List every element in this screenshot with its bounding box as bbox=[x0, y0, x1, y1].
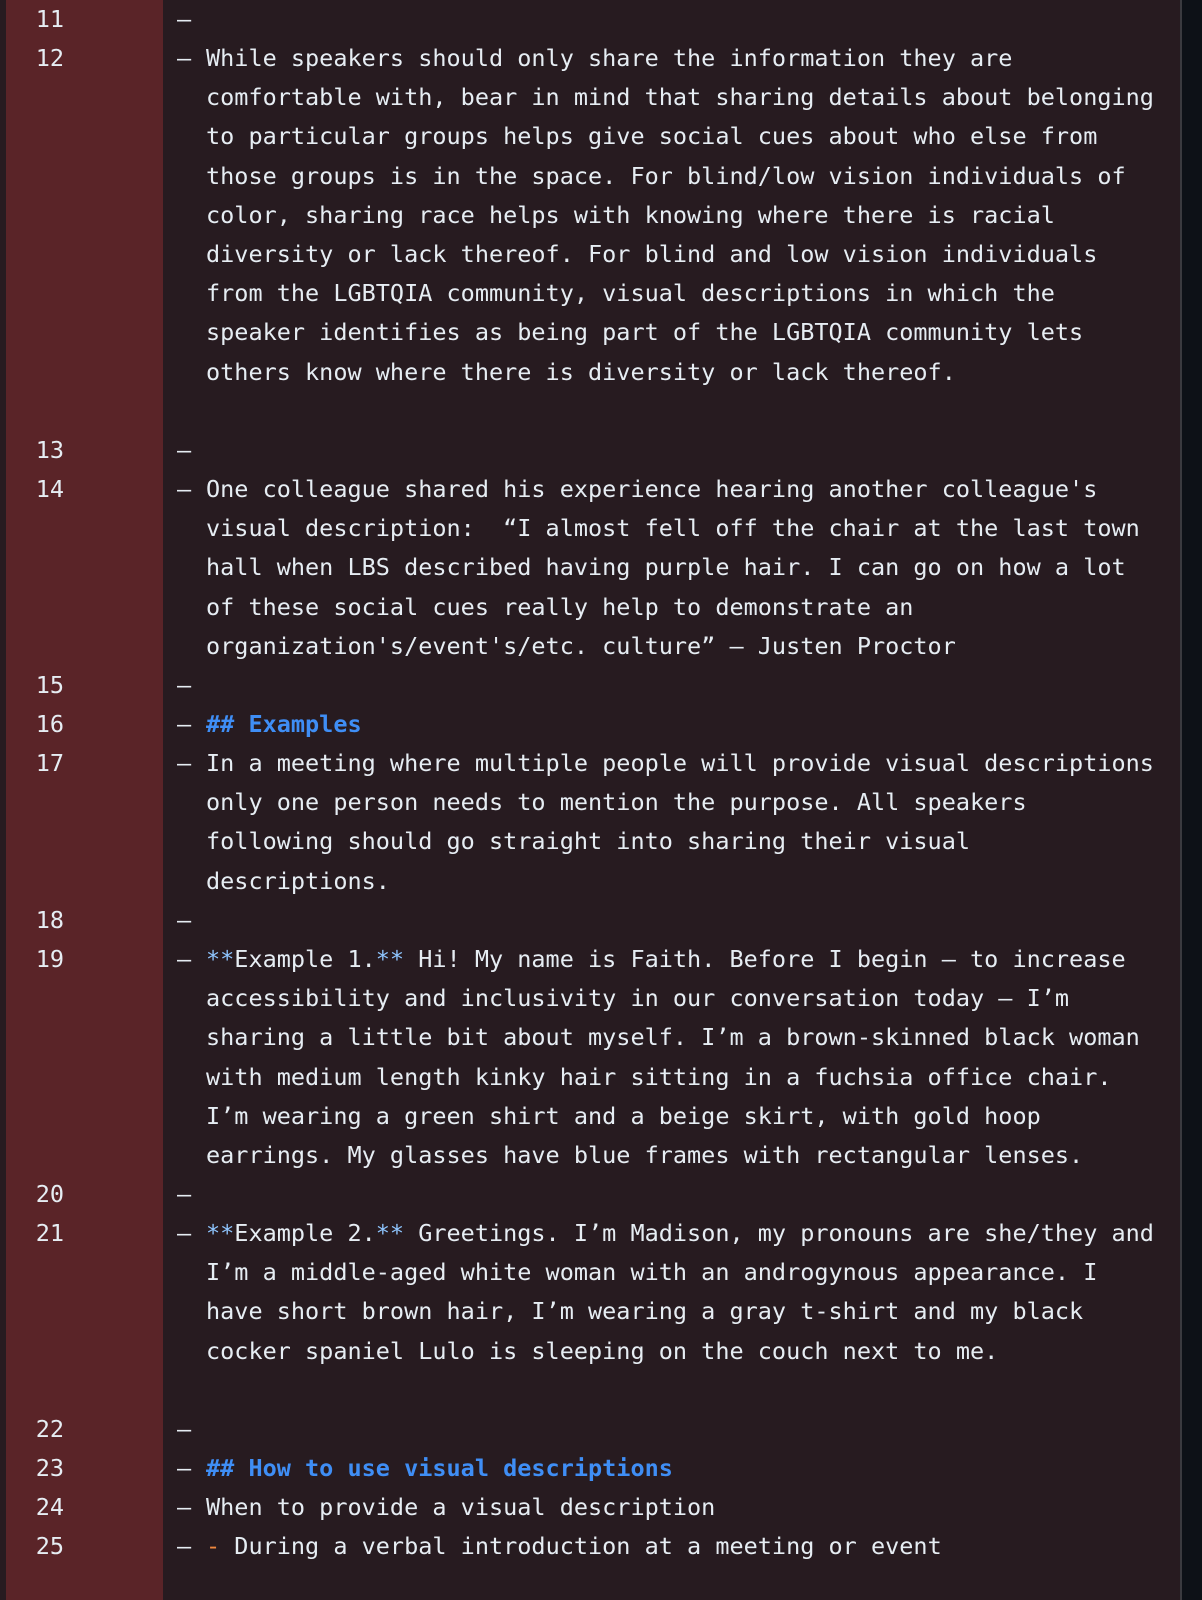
deletion-marker: – bbox=[177, 1493, 192, 1521]
line-text: Hi! My name is Faith. Before I begin – to increase accessibility and inclusivity in our conversation today – I’m sharing a little bit about myself. I’m a brown-skinned black woman with medium length kinky hair sitting in a fuchsia office chair. I’m wearing a green shirt and a beige skirt, with gold hoop earrings. My glasses have blue frames with rectangular lenses. bbox=[206, 945, 1154, 1170]
line-content bbox=[206, 1449, 1156, 1488]
deletion-marker: – bbox=[177, 906, 192, 934]
deletion-marker: – bbox=[177, 749, 192, 777]
line-content bbox=[206, 744, 1169, 901]
line-number: 20 bbox=[35, 1180, 64, 1208]
line-number: 25 bbox=[35, 1532, 64, 1560]
line-text: When to provide a visual description bbox=[206, 1493, 716, 1521]
diff-line bbox=[0, 744, 1180, 895]
diff-line bbox=[0, 1449, 1180, 1488]
diff-line bbox=[0, 470, 1180, 660]
line-content bbox=[206, 1527, 1156, 1566]
line-text: One colleague shared his experience hearing another colleague's visual description: “I almost fell off the chair at the last town hall when LBS described having purple hair. I can go on how a lot of these social cues really help to demonstrate an organization's/event's/etc. culture” – Justen Proctor bbox=[206, 475, 1154, 660]
diff-line bbox=[0, 1488, 1180, 1527]
line-number: 19 bbox=[35, 945, 64, 973]
deletion-marker: – bbox=[177, 1219, 192, 1247]
deletion-marker: – bbox=[177, 44, 192, 72]
line-text: During a verbal introduction at a meeting or event bbox=[220, 1532, 942, 1560]
line-content bbox=[206, 39, 1169, 392]
line-text: While speakers should only share the information they are comfortable with, bear in mind that sharing details about belonging to particular groups helps give social cues about who else from those groups is in the space. For blind/low vision individuals of color, sharing race helps with knowing where there is racial diversity or lack thereof. For blind and low vision individuals from the LGBTQIA community, visual descriptions in which the speaker identifies as being part of the LGBTQIA community lets others know where there is diversity or lack thereof. bbox=[206, 44, 1169, 386]
line-number: 14 bbox=[35, 475, 64, 503]
deleted-lines-gutter bbox=[6, 0, 163, 1600]
diff-line bbox=[0, 1214, 1180, 1365]
markdown-heading: ## Examples bbox=[206, 710, 362, 738]
line-number: 13 bbox=[35, 436, 64, 464]
line-number: 15 bbox=[35, 671, 64, 699]
line-text: Greetings. I’m Madison, my pronouns are she/they and I’m a middle-aged white woman with an androgynous appearance. I have short brown hair, I’m wearing a gray t-shirt and my black cocker spaniel Lulo is sleeping on the couch next to me. bbox=[206, 1219, 1169, 1365]
deletion-marker: – bbox=[177, 1180, 192, 1208]
deletion-marker: – bbox=[177, 710, 192, 738]
line-number: 23 bbox=[35, 1454, 64, 1482]
line-content bbox=[206, 1488, 1156, 1527]
line-number: 22 bbox=[35, 1415, 64, 1443]
line-content bbox=[206, 1214, 1169, 1371]
diff-line bbox=[0, 705, 1180, 744]
bold-text: Example 2. bbox=[234, 1219, 376, 1247]
markdown-heading: ## How to use visual descriptions bbox=[206, 1454, 673, 1482]
line-content bbox=[206, 470, 1156, 666]
bold-open-marker: ** bbox=[206, 945, 235, 973]
line-text: In a meeting where multiple people will provide visual descriptions only one person needs to mention the purpose. All speakers following should go straight into sharing their visual descriptions. bbox=[206, 749, 1169, 895]
bold-open-marker: ** bbox=[206, 1219, 235, 1247]
deletion-marker: – bbox=[177, 671, 192, 699]
bold-close-marker: ** bbox=[375, 1219, 405, 1247]
line-number: 18 bbox=[35, 906, 64, 934]
diff-line bbox=[0, 1410, 1180, 1449]
bold-text: Example 1. bbox=[234, 945, 376, 973]
diff-line bbox=[0, 0, 1180, 39]
deletion-marker: – bbox=[177, 945, 192, 973]
deletion-marker: – bbox=[177, 436, 192, 464]
line-number: 12 bbox=[35, 44, 64, 72]
line-number: 24 bbox=[35, 1493, 64, 1521]
deletion-marker: – bbox=[177, 1532, 192, 1560]
diff-line bbox=[0, 901, 1180, 940]
deletion-marker: – bbox=[177, 1454, 192, 1482]
bold-close-marker: ** bbox=[375, 945, 405, 973]
line-number: 21 bbox=[35, 1219, 64, 1247]
diff-line bbox=[0, 1175, 1180, 1214]
deletion-marker: – bbox=[177, 1415, 192, 1443]
diff-line bbox=[0, 940, 1180, 1170]
diff-line bbox=[0, 1527, 1180, 1566]
line-number: 11 bbox=[35, 5, 64, 33]
line-number: 17 bbox=[35, 749, 64, 777]
deletion-marker: – bbox=[177, 5, 192, 33]
diff-line bbox=[0, 39, 1180, 386]
line-number: 16 bbox=[35, 710, 64, 738]
diff-line bbox=[0, 431, 1180, 470]
line-content bbox=[206, 940, 1156, 1175]
diff-line bbox=[0, 666, 1180, 705]
deletion-marker: – bbox=[177, 475, 192, 503]
list-dash: - bbox=[206, 1532, 221, 1560]
line-content bbox=[206, 705, 1156, 744]
